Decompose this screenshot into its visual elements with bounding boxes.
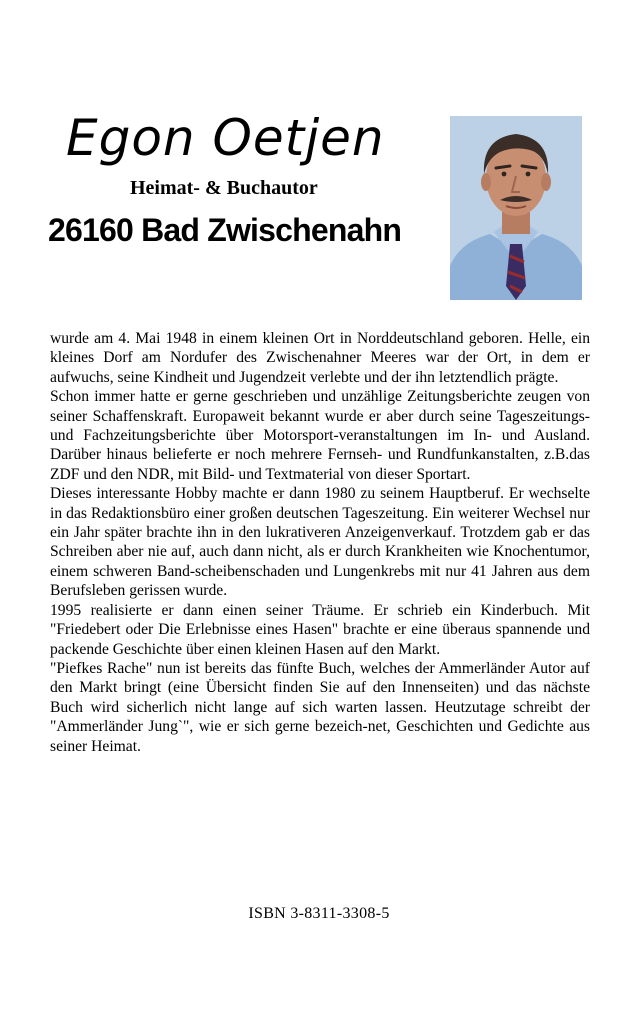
author-name: Egon Oetjen: [66, 109, 385, 167]
left-eye: [502, 172, 507, 177]
left-ear: [481, 173, 491, 191]
header: [0, 0, 638, 310]
right-ear: [541, 173, 551, 191]
bio-paragraph-2: Schon immer hatte er gerne geschrieben und unzählige Zeitungsberichte zeugen von seiner Schaffenskraft. Europaweit bekannt wurde er aber durch seine Tageszeitungs- und Fachzeitungsberichte über Motorsport-veranstaltungen im In- und Ausland. Darüber hinaus belieferte er noch mehrere Fernseh- und Rundfunkanstalten, z.B.das ZDF und den NDR, mit Bild- und Textmaterial von dieser Sportart.: [50, 388, 590, 483]
bio-paragraph-4: 1995 realisierte er dann einen seiner Träume. Er schrieb ein Kinderbuch. Mit "Friedebert oder Die Erlebnisse eines Hasen" brachte er eine überaus spannende und packende Geschichte über einen kleinen Hasen auf den Markt.: [50, 601, 590, 658]
bio-paragraph-1: wurde am 4. Mai 1948 in einem kleinen Ort in Norddeutschland geboren. Helle, ein kleines Dorf am Nordufer des Zwischenahner Meeres war der Ort, in dem er aufwuchs, seine Kindheit und Jugendzeit verlebte und der ihn letztendlich prägte.: [50, 330, 590, 386]
portrait-illustration: [450, 116, 582, 300]
author-role: Heimat- & Buchautor: [130, 177, 318, 199]
author-portrait: [450, 116, 582, 300]
biography-text: [50, 329, 590, 756]
bio-paragraph-3: Dieses interessante Hobby machte er dann 1980 zu seinem Hauptberuf. Er wechselte in das Redaktionsbüro einer großen deutschen Tageszeitung. Ein weiterer Wechsel nur ein Jahr später brachte ihn in den lukrativeren Anzeigenverkauf. Trotzdem gab er das Schreiben aber nie auf, auch dann nicht, als er durch Krankheiten wie Knochentumor, einem schweren Band-scheibenschaden und Lungenkrebs mit nur 41 Jahren aus dem Berufsleben gerissen wurde.: [50, 485, 590, 600]
isbn-number: ISBN 3-8311-3308-5: [248, 905, 390, 922]
author-city: 26160 Bad Zwischenahn: [48, 212, 402, 248]
right-eye: [526, 172, 531, 177]
bio-paragraph-5: "Piefkes Rache" nun ist bereits das fünfte Buch, welches der Ammerländer Autor auf den Markt bringt (eine Übersicht finden Sie auf den Innenseiten) und das nächste Buch wird sicherlich nicht lange auf sich warten lassen. Heutzutage schreibt der "Ammerländer Jung`", wie er sich gerne bezeich-net, Geschichten und Gedichte aus seiner Heimat.: [50, 659, 590, 755]
